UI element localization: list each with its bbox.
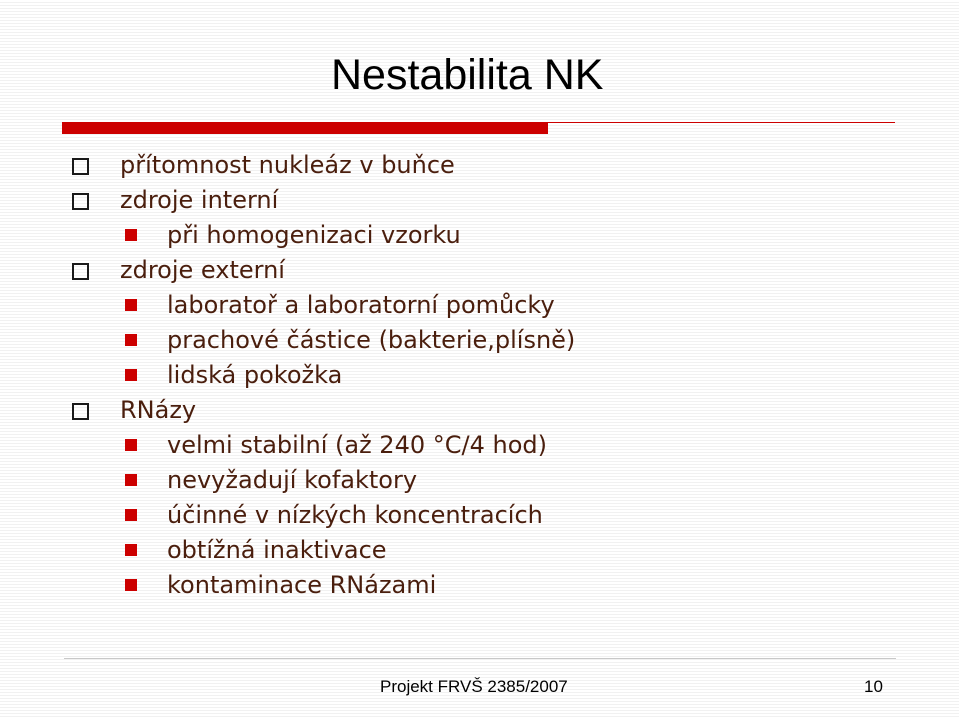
filled-square-bullet-icon: [125, 579, 137, 591]
footer-divider: [64, 658, 896, 659]
bullet-text: přítomnost nukleáz v buňce: [120, 151, 455, 179]
bullet-item: [0, 148, 959, 183]
sub-bullet-item: [0, 533, 959, 568]
sub-bullet-text: kontaminace RNázami: [167, 571, 437, 599]
title-underline-bar: [62, 122, 548, 134]
sub-bullet-item: [0, 218, 959, 253]
sub-bullet-text: prachové částice (bakterie,plísně): [167, 326, 576, 354]
bullet-item: [0, 183, 959, 218]
bullet-list: [0, 148, 959, 603]
filled-square-bullet-icon: [125, 544, 137, 556]
hollow-square-bullet-icon: [72, 193, 89, 210]
bullet-text: RNázy: [120, 396, 197, 424]
filled-square-bullet-icon: [125, 509, 137, 521]
filled-square-bullet-icon: [125, 229, 137, 241]
bullet-item: [0, 393, 959, 428]
hollow-square-bullet-icon: [72, 263, 89, 280]
bullet-text: zdroje interní: [120, 186, 279, 214]
sub-bullet-item: [0, 323, 959, 358]
sub-bullet-text: účinné v nízkých koncentracích: [167, 501, 543, 529]
page-number: 10: [864, 677, 883, 696]
sub-bullet-text: velmi stabilní (až 240 °C/4 hod): [167, 431, 547, 459]
filled-square-bullet-icon: [125, 369, 137, 381]
footer-text: Projekt FRVŠ 2385/2007: [380, 677, 568, 696]
sub-bullet-text: při homogenizaci vzorku: [167, 221, 461, 249]
slide-title: Nestabilita NK: [331, 51, 604, 99]
hollow-square-bullet-icon: [72, 403, 89, 420]
sub-bullet-item: [0, 428, 959, 463]
sub-bullet-item: [0, 568, 959, 603]
hollow-square-bullet-icon: [72, 158, 89, 175]
sub-bullet-item: [0, 288, 959, 323]
sub-bullet-item: [0, 498, 959, 533]
sub-bullet-text: laboratoř a laboratorní pomůcky: [167, 291, 555, 319]
bullet-item: [0, 253, 959, 288]
sub-bullet-item: [0, 463, 959, 498]
sub-bullet-text: lidská pokožka: [167, 361, 343, 389]
sub-bullet-text: nevyžadují kofaktory: [167, 466, 418, 494]
sub-bullet-item: [0, 358, 959, 393]
filled-square-bullet-icon: [125, 439, 137, 451]
title-underline-rule: [548, 122, 895, 123]
bullet-text: zdroje externí: [120, 256, 285, 284]
sub-bullet-text: obtížná inaktivace: [167, 536, 387, 564]
filled-square-bullet-icon: [125, 334, 137, 346]
filled-square-bullet-icon: [125, 299, 137, 311]
filled-square-bullet-icon: [125, 474, 137, 486]
